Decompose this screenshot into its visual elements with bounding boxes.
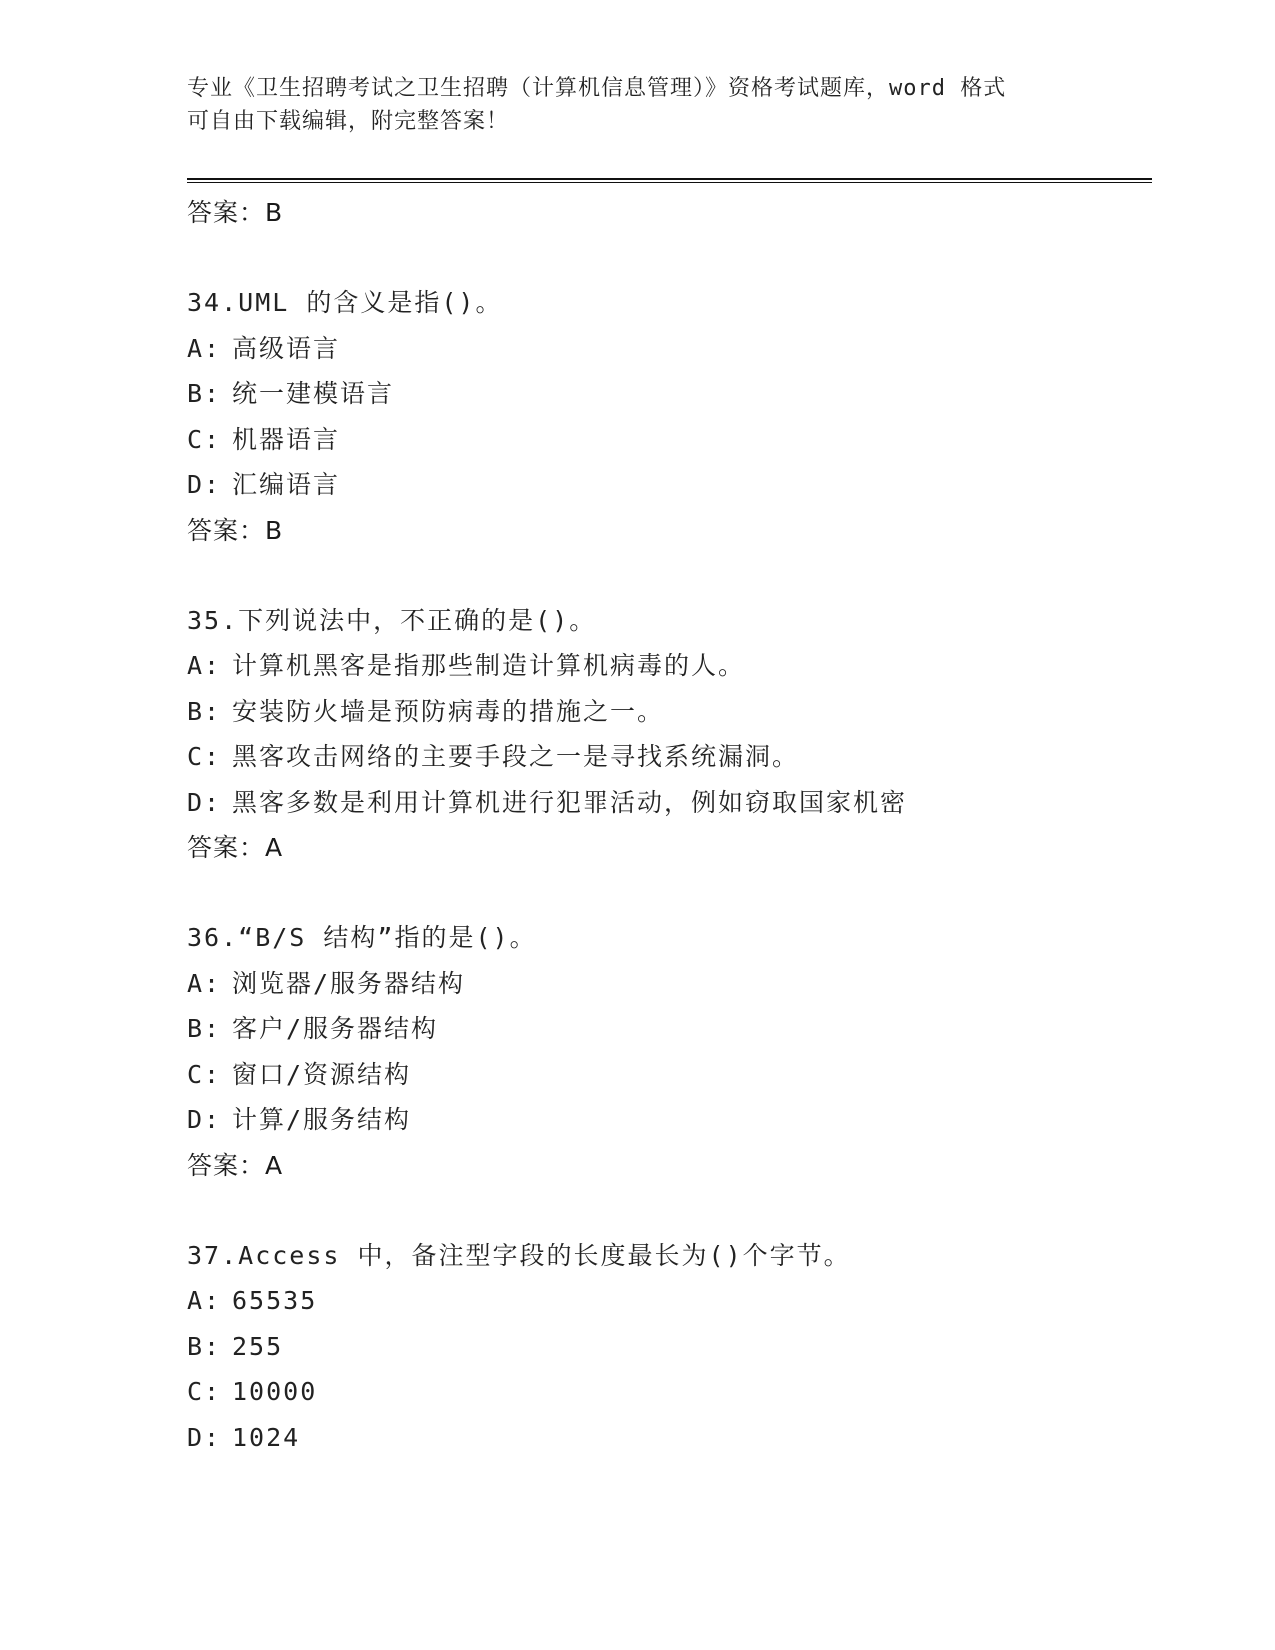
question-list [187, 190, 1147, 1460]
option-d [187, 1415, 1147, 1461]
option-text: 统一建模语言 [232, 379, 395, 408]
option-c [187, 1369, 1147, 1415]
option-b [187, 689, 1147, 735]
option-letter: B: [187, 1014, 222, 1043]
option-text: 10000 [232, 1377, 318, 1406]
question-35 [187, 598, 1147, 872]
document-header [187, 72, 1087, 138]
option-text: 客户/服务器结构 [232, 1014, 439, 1043]
option-letter: A: [187, 651, 222, 680]
option-letter: C: [187, 1377, 222, 1406]
option-a [187, 1278, 1147, 1324]
option-text: 汇编语言 [232, 470, 341, 499]
previous-answer: 答案：B [187, 198, 284, 227]
option-c [187, 1052, 1147, 1098]
question-text: 36.“B/S 结构”指的是()。 [187, 923, 537, 952]
option-d [187, 462, 1147, 508]
option-a [187, 643, 1147, 689]
option-a [187, 961, 1147, 1007]
option-letter: D: [187, 470, 222, 499]
option-b [187, 371, 1147, 417]
option-letter: A: [187, 1286, 222, 1315]
option-letter: D: [187, 1105, 222, 1134]
header-line-1: 专业《卫生招聘考试之卫生招聘（计算机信息管理）》资格考试题库，word 格式 [187, 76, 1007, 101]
answer-line: 答案：B [187, 515, 284, 545]
option-text: 65535 [232, 1286, 318, 1315]
option-letter: C: [187, 1059, 222, 1089]
option-text: 窗口/资源结构 [232, 1059, 412, 1089]
option-text: 机器语言 [232, 424, 341, 454]
option-letter: C: [187, 424, 222, 454]
option-text: 黑客多数是利用计算机进行犯罪活动，例如窃取国家机密 [232, 787, 908, 817]
option-d [187, 780, 1147, 826]
question-text: 34.UML 的含义是指()。 [187, 288, 503, 317]
option-b [187, 1324, 1147, 1370]
option-c [187, 734, 1147, 780]
question-37 [187, 1233, 1147, 1461]
option-d [187, 1097, 1147, 1143]
option-text: 255 [232, 1331, 284, 1361]
answer-line: 答案：A [187, 1150, 284, 1180]
header-line-2: 可自由下载编辑，附完整答案！ [187, 109, 510, 134]
option-letter: A: [187, 333, 222, 363]
question-34 [187, 280, 1147, 554]
option-text: 高级语言 [232, 333, 341, 363]
option-letter: A: [187, 968, 222, 998]
option-text: 1024 [232, 1422, 301, 1452]
answer-line: 答案：A [187, 833, 284, 862]
option-letter: B: [187, 1331, 222, 1361]
option-letter: B: [187, 696, 222, 726]
option-letter: D: [187, 787, 222, 817]
option-letter: C: [187, 742, 222, 771]
option-text: 安装防火墙是预防病毒的措施之一。 [232, 696, 665, 726]
option-text: 浏览器/服务器结构 [232, 968, 466, 998]
option-b [187, 1006, 1147, 1052]
option-a [187, 326, 1147, 372]
question-text: 37.Access 中，备注型字段的长度最长为()个字节。 [187, 1240, 851, 1270]
option-text: 黑客攻击网络的主要手段之一是寻找系统漏洞。 [232, 742, 800, 771]
question-36 [187, 915, 1147, 1189]
option-letter: D: [187, 1422, 222, 1452]
option-c [187, 417, 1147, 463]
question-text: 35.下列说法中，不正确的是()。 [187, 605, 597, 635]
header-divider [187, 178, 1152, 183]
option-text: 计算机黑客是指那些制造计算机病毒的人。 [232, 651, 746, 680]
option-letter: B: [187, 379, 222, 408]
option-text: 计算/服务结构 [232, 1105, 412, 1134]
